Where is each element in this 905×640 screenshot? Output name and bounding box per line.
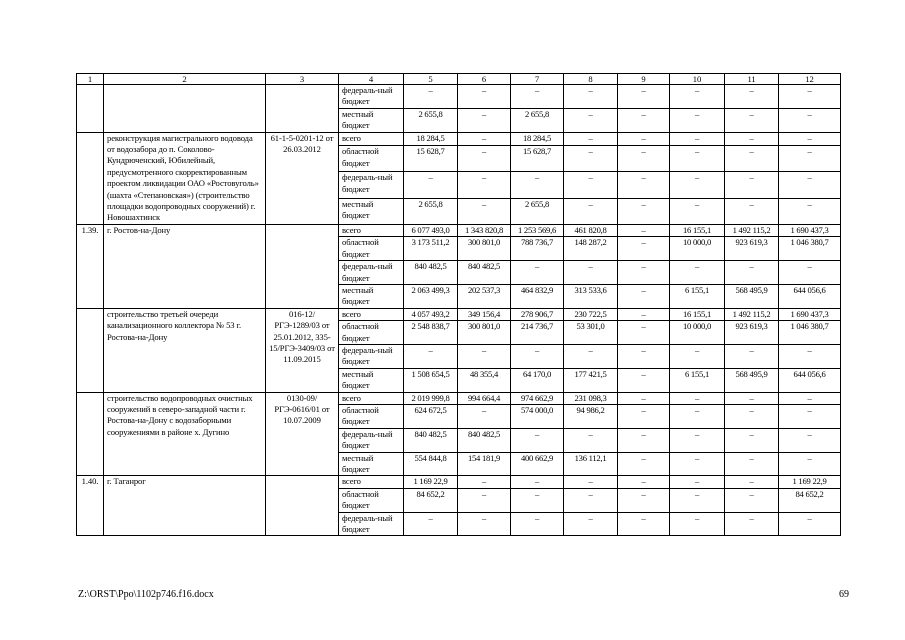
funding-source-cell: федераль-ный бюджет [339,172,404,198]
amount-cell: – [779,172,841,198]
amount-cell: – [564,198,618,224]
table-row [77,224,841,236]
amount-cell: 6 155,1 [670,368,725,392]
amount-cell: – [618,85,670,109]
amount-cell: – [511,261,564,285]
amount-cell: – [618,321,670,345]
amount-cell: – [564,428,618,452]
amount-cell: – [458,488,511,512]
amount-cell: – [618,512,670,536]
amount-cell: – [511,428,564,452]
amount-cell: 6 077 493,0 [404,224,458,236]
amount-cell: – [404,344,458,368]
funding-source-cell: областной бюджет [339,404,404,428]
amount-cell: 1 046 380,7 [779,321,841,345]
amount-cell: – [458,476,511,488]
amount-cell: – [618,132,670,146]
amount-cell: 84 652,2 [779,488,841,512]
object-name-cell [104,85,266,133]
amount-cell: – [511,512,564,536]
amount-cell: – [618,146,670,172]
amount-cell: 1 508 654,5 [404,368,458,392]
amount-cell: – [725,198,779,224]
amount-cell: – [564,172,618,198]
amount-cell: – [725,261,779,285]
amount-cell: 923 619,3 [725,321,779,345]
amount-cell: – [725,428,779,452]
funding-source-cell: федераль-ный бюджет [339,85,404,109]
amount-cell: – [779,452,841,476]
amount-cell: – [618,237,670,261]
amount-cell: – [670,172,725,198]
funding-source-cell: всего [339,224,404,236]
amount-cell: 16 155,1 [670,224,725,236]
amount-cell: – [779,428,841,452]
amount-cell: – [404,512,458,536]
amount-cell: – [670,146,725,172]
budget-table [76,73,841,536]
amount-cell: – [618,284,670,308]
amount-cell: 300 801,0 [458,237,511,261]
object-name-cell: строительство третьей очереди канализационного коллектора № 53 г. Ростова-на-Дону [104,308,266,392]
amount-cell: – [779,261,841,285]
amount-cell: 313 533,6 [564,284,618,308]
funding-source-cell: областной бюджет [339,146,404,172]
amount-cell: – [670,428,725,452]
amount-cell: 461 820,8 [564,224,618,236]
amount-cell: 994 664,4 [458,392,511,404]
amount-cell: 136 112,1 [564,452,618,476]
amount-cell: – [670,108,725,132]
funding-source-cell: всего [339,132,404,146]
amount-cell: – [564,85,618,109]
table-body [77,74,841,536]
amount-cell: – [618,452,670,476]
amount-cell: 16 155,1 [670,308,725,320]
amount-cell: – [618,172,670,198]
column-number: 1 [77,74,104,85]
amount-cell: – [458,85,511,109]
amount-cell: 568 495,9 [725,284,779,308]
funding-source-cell: всего [339,476,404,488]
amount-cell: – [725,344,779,368]
amount-cell: – [725,404,779,428]
table-row [77,476,841,488]
amount-cell: 48 355,4 [458,368,511,392]
amount-cell: – [564,108,618,132]
amount-cell: 2 019 999,8 [404,392,458,404]
amount-cell: – [564,132,618,146]
row-number-cell: 1.40. [77,476,104,536]
object-name-cell: г. Ростов-на-Дону [104,224,266,308]
amount-cell: – [618,404,670,428]
amount-cell: – [511,476,564,488]
table-row [77,392,841,404]
column-number: 4 [339,74,404,85]
amount-cell: – [670,198,725,224]
amount-cell: 2 063 499,3 [404,284,458,308]
funding-source-cell: федераль-ный бюджет [339,344,404,368]
amount-cell: 840 482,5 [458,261,511,285]
amount-cell: 4 057 493,2 [404,308,458,320]
amount-cell: – [779,132,841,146]
amount-cell: 84 652,2 [404,488,458,512]
column-number: 8 [564,74,618,85]
amount-cell: 2 655,8 [511,108,564,132]
amount-cell: 1 343 820,8 [458,224,511,236]
row-number-cell [77,308,104,392]
amount-cell: – [458,512,511,536]
funding-source-cell: федераль-ный бюджет [339,512,404,536]
amount-cell: – [725,452,779,476]
funding-source-cell: областной бюджет [339,237,404,261]
amount-cell: – [725,392,779,404]
amount-cell: 53 301,0 [564,321,618,345]
amount-cell: – [564,476,618,488]
amount-cell: 231 098,3 [564,392,618,404]
amount-cell: 1 169 22,9 [779,476,841,488]
object-name-cell: г. Таганрог [104,476,266,536]
amount-cell: 1 690 437,3 [779,224,841,236]
amount-cell: 1 492 115,2 [725,224,779,236]
amount-cell: 64 170,0 [511,368,564,392]
amount-cell: – [511,344,564,368]
amount-cell: – [618,368,670,392]
amount-cell: 554 844,8 [404,452,458,476]
amount-cell: 148 287,2 [564,237,618,261]
amount-cell: 177 421,5 [564,368,618,392]
table-row [77,132,841,146]
amount-cell: – [564,146,618,172]
amount-cell: – [618,108,670,132]
amount-cell: – [779,146,841,172]
amount-cell: 3 173 511,2 [404,237,458,261]
amount-cell: 154 181,9 [458,452,511,476]
row-number-cell [77,85,104,133]
amount-cell: 18 284,5 [511,132,564,146]
amount-cell: – [779,198,841,224]
funding-source-cell: всего [339,308,404,320]
amount-cell: – [670,512,725,536]
funding-source-cell: всего [339,392,404,404]
amount-cell: 6 155,1 [670,284,725,308]
amount-cell: – [618,428,670,452]
column-number: 6 [458,74,511,85]
column-number: 2 [104,74,266,85]
column-number: 10 [670,74,725,85]
amount-cell: 230 722,5 [564,308,618,320]
amount-cell: 214 736,7 [511,321,564,345]
amount-cell: – [725,132,779,146]
amount-cell: – [725,488,779,512]
amount-cell: – [564,512,618,536]
amount-cell: – [458,146,511,172]
amount-cell: 840 482,5 [404,261,458,285]
funding-source-cell: местный бюджет [339,108,404,132]
amount-cell: 202 537,3 [458,284,511,308]
amount-cell: – [404,172,458,198]
amount-cell: 1 690 437,3 [779,308,841,320]
amount-cell: – [670,344,725,368]
amount-cell: – [618,392,670,404]
amount-cell: – [511,488,564,512]
amount-cell: 574 000,0 [511,404,564,428]
amount-cell: 1 169 22,9 [404,476,458,488]
column-number: 5 [404,74,458,85]
amount-cell: – [779,512,841,536]
amount-cell: – [779,392,841,404]
column-number: 12 [779,74,841,85]
amount-cell: – [670,261,725,285]
amount-cell: – [458,108,511,132]
document-ref-cell [266,85,339,133]
amount-cell: 94 986,2 [564,404,618,428]
amount-cell: – [618,488,670,512]
amount-cell: – [725,512,779,536]
amount-cell: – [458,404,511,428]
amount-cell: 2 548 838,7 [404,321,458,345]
amount-cell: 840 482,5 [458,428,511,452]
amount-cell: – [670,392,725,404]
amount-cell: – [725,85,779,109]
amount-cell: – [618,261,670,285]
column-number-row [77,74,841,85]
table-row [77,308,841,320]
row-number-cell [77,392,104,476]
amount-cell: – [564,344,618,368]
amount-cell: 349 156,4 [458,308,511,320]
amount-cell: 624 672,5 [404,404,458,428]
amount-cell: – [564,488,618,512]
column-number: 7 [511,74,564,85]
funding-source-cell: областной бюджет [339,321,404,345]
funding-source-cell: местный бюджет [339,284,404,308]
amount-cell: – [511,85,564,109]
funding-source-cell: местный бюджет [339,198,404,224]
amount-cell: – [779,344,841,368]
row-number-cell: 1.39. [77,224,104,308]
amount-cell: 2 655,8 [404,198,458,224]
document-ref-cell: 016-12/РГЭ-1289/03 от 25.01.2012, 335-15/РГЭ-3409/03 от 11.09.2015 [266,308,339,392]
amount-cell: – [670,404,725,428]
amount-cell: – [564,261,618,285]
column-number: 3 [266,74,339,85]
amount-cell: 1 046 380,7 [779,237,841,261]
amount-cell: 300 801,0 [458,321,511,345]
funding-source-cell: областной бюджет [339,488,404,512]
amount-cell: – [779,108,841,132]
amount-cell: – [779,404,841,428]
amount-cell: – [725,172,779,198]
amount-cell: – [618,198,670,224]
amount-cell: 788 736,7 [511,237,564,261]
amount-cell: – [458,344,511,368]
amount-cell: – [725,108,779,132]
column-number: 11 [725,74,779,85]
amount-cell: 10 000,0 [670,237,725,261]
amount-cell: – [618,224,670,236]
amount-cell: 644 056,6 [779,368,841,392]
amount-cell: – [618,476,670,488]
amount-cell: – [458,172,511,198]
amount-cell: – [458,198,511,224]
funding-source-cell: федераль-ный бюджет [339,261,404,285]
amount-cell: 278 906,7 [511,308,564,320]
amount-cell: 923 619,3 [725,237,779,261]
amount-cell: 400 662,9 [511,452,564,476]
funding-source-cell: федераль-ный бюджет [339,428,404,452]
funding-source-cell: местный бюджет [339,452,404,476]
amount-cell: 568 495,9 [725,368,779,392]
amount-cell: 18 284,5 [404,132,458,146]
amount-cell: 1 253 569,6 [511,224,564,236]
amount-cell: 2 655,8 [404,108,458,132]
page-number: 69 [839,589,849,600]
amount-cell: – [670,488,725,512]
amount-cell: – [670,476,725,488]
amount-cell: 2 655,8 [511,198,564,224]
object-name-cell: строительство водопроводных очистных сооружений в северо-западной части г. Ростова-на-Дону с водозаборными сооружениями в районе х. Дугино [104,392,266,476]
amount-cell: – [725,146,779,172]
amount-cell: – [458,132,511,146]
amount-cell: 1 492 115,2 [725,308,779,320]
amount-cell: – [511,172,564,198]
amount-cell: 974 662,9 [511,392,564,404]
amount-cell: 15 628,7 [511,146,564,172]
row-number-cell [77,132,104,224]
column-number: 9 [618,74,670,85]
document-ref-cell: 61-1-5-0201-12 от 26.03.2012 [266,132,339,224]
amount-cell: – [725,476,779,488]
amount-cell: – [670,85,725,109]
amount-cell: 15 628,7 [404,146,458,172]
amount-cell: 644 056,6 [779,284,841,308]
object-name-cell: реконструкция магистрального водовода от водозабора до п. Соколово-Кундрюченский, Юбилейный, предусмотренного скорректированным проектом ликвидации ОАО «Ростовуголь» (шахта «Степановская») (строительство площадки водопроводных сооружений) г. Новошахтинск [104,132,266,224]
document-ref-cell [266,476,339,536]
document-ref-cell: 0130-09/РГЭ-0616/01 от 10.07.2009 [266,392,339,476]
amount-cell: – [670,452,725,476]
amount-cell: – [618,308,670,320]
funding-source-cell: местный бюджет [339,368,404,392]
amount-cell: 840 482,5 [404,428,458,452]
document-ref-cell [266,224,339,308]
amount-cell: – [404,85,458,109]
amount-cell: 464 832,9 [511,284,564,308]
footer-file-path: Z:\ORST\Ppo\1102p746.f16.docx [78,589,214,600]
amount-cell: – [618,344,670,368]
amount-cell: – [670,132,725,146]
amount-cell: – [779,85,841,109]
amount-cell: 10 000,0 [670,321,725,345]
table-row [77,85,841,109]
